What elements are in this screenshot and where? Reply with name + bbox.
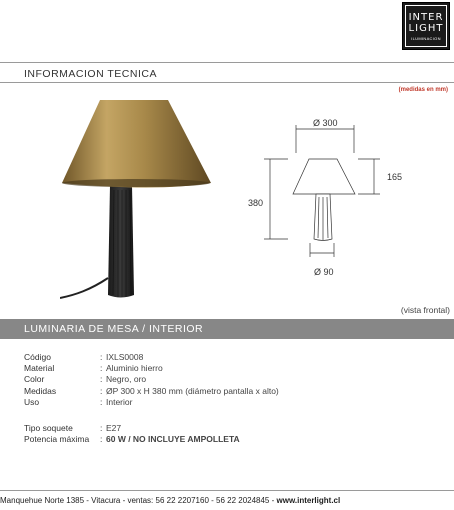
section-rule: [0, 82, 454, 83]
width-dimension: Ø 300: [313, 118, 338, 128]
view-note: (vista frontal): [400, 305, 450, 315]
dimension-diagram: [240, 115, 430, 280]
spec-key: Color: [24, 374, 45, 385]
section-title: INFORMACION TECNICA: [24, 68, 157, 80]
logo-line-2: LIGHT: [408, 22, 444, 34]
spec-row: Código : IXLS0008: [24, 352, 144, 362]
spec-key: Tipo soquete: [24, 423, 73, 434]
logo-line-3: ILUMINACION: [411, 35, 441, 41]
lamp-cable: [60, 278, 108, 298]
spec-row: Material : Aluminio hierro: [24, 363, 163, 374]
units-note: (medidas en mm): [398, 87, 448, 93]
spec-key: Uso: [24, 396, 40, 407]
footer-address: Manquehue Norte 1385 - Vitacura - ventas: 56 22 2207160 - 56 22 2024845 -: [0, 496, 277, 505]
footer: [0, 496, 454, 505]
spec-value: 60 W / NO INCLUYE AMPOLLETA: [106, 434, 240, 445]
shade-height-dimension: 165: [387, 172, 403, 182]
spec-row: Color : Negro, oro: [24, 374, 147, 385]
height-dimension: 380: [248, 198, 264, 208]
lamp-shade: [62, 100, 211, 188]
spec-value: Aluminio hierro: [106, 363, 163, 374]
spec-key: Código: [24, 352, 51, 362]
spec-row: Tipo soquete : E27: [24, 423, 122, 434]
spec-key: Potencia máxima: [24, 434, 90, 445]
spec-row: Uso : Interior: [24, 396, 133, 407]
footer-rule: [0, 490, 454, 491]
footer-website-link[interactable]: www.interlight.cl: [276, 496, 341, 505]
product-category: LUMINARIA DE MESA / INTERIOR: [24, 323, 204, 335]
spec-value: Negro, oro: [106, 374, 147, 385]
top-rule: [0, 62, 454, 63]
spec-key: Medidas: [24, 385, 57, 396]
logo-line-1: INTER: [408, 11, 444, 23]
spec-row: Potencia máxima : 60 W / NO INCLUYE AMPOLLETA: [24, 434, 240, 445]
spec-row: Medidas : ØP 300 x H 380 mm (diámetro pantalla x alto): [24, 385, 279, 396]
lamp-photo: [60, 95, 220, 310]
spec-list: [24, 352, 279, 445]
spec-value: ØP 300 x H 380 mm (diámetro pantalla x alto): [106, 385, 279, 396]
base-diameter-dimension: Ø 90: [314, 267, 334, 277]
spec-value: IXLS0008: [106, 352, 144, 362]
spec-key: Material: [24, 363, 55, 374]
brand-logo: [402, 2, 450, 50]
spec-value: Interior: [106, 396, 133, 407]
spec-value: E27: [106, 423, 122, 434]
diagram-shade: [293, 159, 355, 194]
product-category-banner: [0, 319, 454, 339]
